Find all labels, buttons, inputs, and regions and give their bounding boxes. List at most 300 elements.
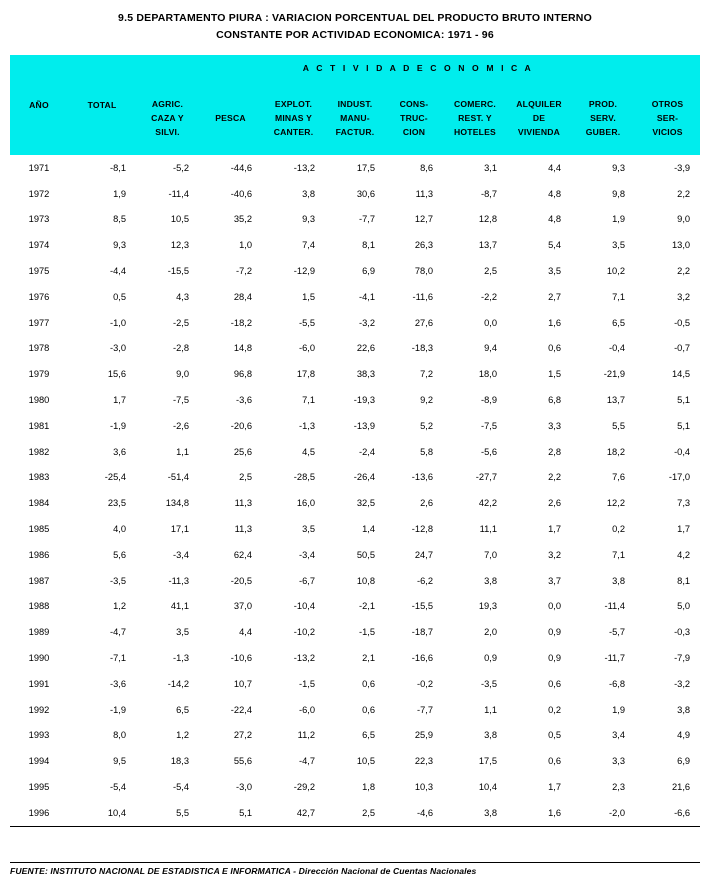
- cell-gubernamental: 3,5: [612, 240, 625, 251]
- cell-agricultura: 1,2: [176, 730, 189, 741]
- cell-agricultura: 4,3: [176, 291, 189, 302]
- cell-industria: 38,3: [356, 369, 375, 380]
- cell-alquiler: 0,6: [548, 756, 561, 767]
- cell-construccion: -7,7: [416, 704, 433, 715]
- cell-gubernamental: 6,5: [612, 317, 625, 328]
- cell-otros: 9,0: [677, 214, 691, 225]
- cell-total: 8,0: [113, 730, 126, 741]
- cell-comercio: 42,2: [478, 498, 497, 509]
- cell-construccion: -0,2: [416, 678, 433, 689]
- cell-minas: 7,1: [302, 395, 315, 406]
- cell-year: 1977: [28, 317, 50, 328]
- cell-total: 1,7: [113, 395, 126, 406]
- cell-gubernamental: 7,6: [612, 472, 625, 483]
- header-col-agricultura-line3: SILVI.: [155, 127, 180, 137]
- table-row: [10, 387, 700, 413]
- cell-otros: -17,0: [668, 472, 691, 483]
- statistics-table-wrapper: [10, 55, 700, 827]
- cell-construccion: 27,6: [414, 317, 433, 328]
- table-row: [10, 542, 700, 568]
- cell-alquiler: 0,6: [548, 343, 561, 354]
- header-col-industria-line3: FACTUR.: [335, 127, 375, 137]
- cell-industria: -2,1: [358, 601, 375, 612]
- cell-industria: 30,6: [356, 188, 375, 199]
- cell-otros: -0,5: [674, 317, 691, 328]
- cell-gubernamental: 9,8: [612, 188, 625, 199]
- table-row: [10, 594, 700, 620]
- cell-year: 1990: [28, 653, 50, 664]
- cell-pesca: -20,5: [230, 575, 252, 586]
- cell-minas: 1,5: [302, 291, 315, 302]
- header-col-agricultura-line1: AGRIC.: [151, 99, 184, 109]
- cell-industria: 50,5: [356, 549, 375, 560]
- cell-construccion: -18,3: [411, 343, 433, 354]
- cell-pesca: -40,6: [230, 188, 252, 199]
- cell-comercio: 19,3: [478, 601, 497, 612]
- table-row: [10, 310, 700, 336]
- cell-gubernamental: 13,7: [606, 395, 625, 406]
- cell-agricultura: -14,2: [167, 678, 189, 689]
- header-col-otros-line1: OTROS: [651, 99, 684, 109]
- cell-year: 1995: [28, 782, 50, 793]
- cell-industria: 22,6: [356, 343, 375, 354]
- cell-construccion: -13,6: [411, 472, 433, 483]
- cell-otros: -3,2: [674, 678, 691, 689]
- cell-comercio: 17,5: [478, 756, 497, 767]
- cell-agricultura: -5,4: [172, 782, 189, 793]
- cell-construccion: 26,3: [414, 240, 433, 251]
- header-col-gubernamental-line2: SERV.: [590, 113, 616, 123]
- header-col-industria: [325, 81, 385, 155]
- cell-minas: -10,4: [293, 601, 315, 612]
- cell-pesca: 35,2: [233, 214, 252, 225]
- cell-pesca: -3,0: [235, 782, 252, 793]
- cell-minas: -13,2: [293, 653, 315, 664]
- cell-year: 1992: [28, 704, 50, 715]
- cell-pesca: 55,6: [233, 756, 252, 767]
- header-col-pesca-line1: PESCA: [215, 113, 246, 123]
- cell-agricultura: -3,4: [172, 549, 189, 560]
- header-col-comercio-line3: HOTELES: [454, 127, 496, 137]
- header-group-actividad-economica: A C T I V I D A D E C O N O M I C A: [136, 55, 700, 81]
- cell-agricultura: -15,5: [167, 266, 189, 277]
- cell-pesca: -22,4: [230, 704, 252, 715]
- cell-total: -4,7: [109, 627, 126, 638]
- cell-total: 3,6: [113, 446, 126, 457]
- cell-construccion: 2,6: [420, 498, 433, 509]
- cell-gubernamental: 1,9: [612, 704, 625, 715]
- cell-alquiler: 2,7: [548, 291, 561, 302]
- cell-total: -3,6: [109, 678, 126, 689]
- cell-minas: -1,3: [298, 420, 315, 431]
- cell-total: 10,4: [68, 800, 136, 826]
- cell-otros: 14,5: [671, 369, 691, 380]
- cell-alquiler: 6,8: [548, 395, 561, 406]
- cell-minas: -3,4: [298, 549, 315, 560]
- cell-alquiler: 3,7: [548, 575, 561, 586]
- cell-minas: 3,8: [302, 188, 315, 199]
- cell-minas: -6,0: [298, 704, 315, 715]
- cell-pesca: 28,4: [233, 291, 252, 302]
- cell-comercio: 7,0: [484, 549, 497, 560]
- cell-total: 1,9: [113, 188, 126, 199]
- header-col-gubernamental-line3: GUBER.: [585, 127, 621, 137]
- cell-gubernamental: -11,7: [604, 653, 625, 664]
- cell-comercio: 2,0: [484, 627, 497, 638]
- cell-otros: -0,4: [674, 446, 691, 457]
- cell-otros: -0,7: [674, 343, 691, 354]
- cell-alquiler: 2,8: [548, 446, 561, 457]
- header-col-minas-line1: EXPLOT.: [274, 99, 313, 109]
- cell-gubernamental: -6,8: [608, 678, 625, 689]
- cell-total: 1,2: [113, 601, 126, 612]
- header-col-alquiler-line2: DE: [532, 113, 546, 123]
- cell-industria: 0,6: [362, 678, 375, 689]
- cell-otros: 3,2: [677, 291, 691, 302]
- cell-total: 9,5: [113, 756, 126, 767]
- cell-year: 1994: [28, 756, 50, 767]
- cell-agricultura: 5,5: [136, 800, 199, 826]
- cell-total: -3,0: [109, 343, 126, 354]
- table-row: [10, 258, 700, 284]
- header-col-construccion-line2: TRUC-: [400, 113, 428, 123]
- cell-alquiler: 0,0: [548, 601, 561, 612]
- cell-otros: 6,9: [677, 756, 691, 767]
- header-col-alquiler-line3: VIVIENDA: [517, 127, 561, 137]
- cell-minas: 4,5: [302, 446, 315, 457]
- cell-total: -1,9: [109, 704, 126, 715]
- cell-comercio: -7,5: [480, 420, 497, 431]
- cell-alquiler: 2,2: [548, 472, 561, 483]
- table-row: [10, 490, 700, 516]
- header-col-otros-line3: VICIOS: [652, 127, 683, 137]
- cell-alquiler: 1,6: [548, 317, 561, 328]
- cell-comercio: 3,8: [484, 575, 497, 586]
- cell-otros: 2,2: [677, 266, 691, 277]
- cell-construccion: 12,7: [414, 214, 433, 225]
- cell-pesca: 5,1: [199, 800, 262, 826]
- cell-otros: 2,2: [677, 188, 691, 199]
- cell-minas: 9,3: [302, 214, 315, 225]
- cell-total: -4,4: [109, 266, 126, 277]
- cell-agricultura: -1,3: [172, 653, 189, 664]
- cell-total: 8,5: [113, 214, 126, 225]
- cell-otros: 13,0: [671, 240, 691, 251]
- cell-minas: -12,9: [293, 266, 315, 277]
- title-line-2: CONSTANTE POR ACTIVIDAD ECONOMICA: 1971 - 96: [216, 29, 494, 41]
- cell-comercio: 10,4: [478, 782, 497, 793]
- cell-industria: -19,3: [353, 395, 375, 406]
- cell-agricultura: 17,1: [170, 524, 189, 535]
- cell-agricultura: -11,4: [168, 188, 189, 199]
- header-col-construccion-line3: CION: [402, 127, 426, 137]
- cell-comercio: 18,0: [478, 369, 497, 380]
- cell-pesca: -44,6: [230, 162, 252, 173]
- cell-comercio: 3,1: [484, 162, 497, 173]
- cell-total: 5,6: [113, 549, 126, 560]
- cell-construccion: 9,2: [420, 395, 433, 406]
- cell-total: -3,5: [109, 575, 126, 586]
- cell-agricultura: -11,3: [168, 575, 189, 586]
- cell-pesca: 25,6: [233, 446, 252, 457]
- cell-gubernamental: 9,3: [612, 162, 625, 173]
- cell-industria: 32,5: [356, 498, 375, 509]
- cell-gubernamental: 1,9: [612, 214, 625, 225]
- cell-comercio: 3,8: [443, 800, 507, 826]
- cell-minas: -4,7: [298, 756, 315, 767]
- cell-pesca: -18,2: [230, 317, 252, 328]
- cell-otros: 4,2: [677, 549, 691, 560]
- cell-industria: 6,9: [362, 266, 375, 277]
- cell-minas: -13,2: [293, 162, 315, 173]
- table-row: [10, 697, 700, 723]
- cell-industria: -4,1: [358, 291, 375, 302]
- cell-comercio: 13,7: [478, 240, 497, 251]
- footer-divider: [10, 862, 700, 863]
- document-title: [0, 0, 710, 44]
- cell-alquiler: 0,6: [548, 678, 561, 689]
- cell-construccion: -12,8: [411, 524, 433, 535]
- cell-agricultura: 1,1: [176, 446, 189, 457]
- cell-comercio: 0,9: [484, 653, 497, 664]
- cell-agricultura: 10,5: [170, 214, 189, 225]
- cell-pesca: 96,8: [233, 369, 252, 380]
- cell-agricultura: -2,6: [172, 420, 189, 431]
- cell-construccion: 25,9: [414, 730, 433, 741]
- cell-year: 1984: [28, 498, 50, 509]
- cell-construccion: -15,5: [411, 601, 433, 612]
- cell-otros: 1,7: [677, 524, 691, 535]
- cell-otros: -3,9: [674, 162, 691, 173]
- cell-year: 1989: [28, 627, 50, 638]
- header-col-minas-line3: CANTER.: [273, 127, 314, 137]
- cell-construccion: 78,0: [414, 266, 433, 277]
- cell-pesca: -3,6: [235, 395, 252, 406]
- cell-comercio: -8,9: [480, 395, 497, 406]
- cell-comercio: 0,0: [484, 317, 497, 328]
- header-col-comercio-line1: COMERC.: [454, 99, 496, 109]
- cell-industria: 1,8: [362, 782, 375, 793]
- cell-alquiler: 4,4: [548, 162, 561, 173]
- cell-agricultura: -51,4: [167, 472, 189, 483]
- cell-year: 1981: [28, 420, 50, 431]
- cell-construccion: -4,6: [385, 800, 443, 826]
- header-col-agricultura-line2: CAZA Y: [151, 113, 184, 123]
- table-row: [10, 748, 700, 774]
- table-row: [10, 155, 700, 181]
- cell-construccion: -6,2: [416, 575, 433, 586]
- cell-minas: -6,0: [298, 343, 315, 354]
- cell-alquiler: 1,7: [548, 524, 561, 535]
- cell-year: 1975: [28, 266, 50, 277]
- header-col-minas-line2: MINAS Y: [274, 113, 313, 123]
- cell-agricultura: 3,5: [176, 627, 189, 638]
- cell-comercio: 9,4: [484, 343, 497, 354]
- cell-alquiler: 1,7: [548, 782, 561, 793]
- footer-source-text: FUENTE: INSTITUTO NACIONAL DE ESTADISTICA E INFORMATICA - Dirección Nacional de Cuentas Nacionales: [10, 866, 477, 876]
- cell-year: 1976: [28, 291, 50, 302]
- cell-pesca: 62,4: [233, 549, 252, 560]
- cell-comercio: -3,5: [480, 678, 497, 689]
- cell-construccion: -18,7: [411, 627, 433, 638]
- cell-agricultura: 18,3: [170, 756, 189, 767]
- cell-agricultura: 9,0: [176, 369, 189, 380]
- cell-minas: 7,4: [302, 240, 315, 251]
- cell-minas: 3,5: [302, 524, 315, 535]
- header-col-construccion: [385, 81, 443, 155]
- header-col-pesca: [199, 81, 262, 155]
- cell-construccion: -16,6: [411, 653, 433, 664]
- cell-pesca: 11,3: [234, 524, 252, 535]
- cell-alquiler: 0,9: [548, 653, 561, 664]
- table-row: [10, 336, 700, 362]
- cell-otros: 5,0: [677, 601, 691, 612]
- cell-gubernamental: 10,2: [606, 266, 625, 277]
- cell-construccion: -11,6: [412, 291, 433, 302]
- cell-gubernamental: 5,5: [612, 420, 625, 431]
- cell-total: 0,5: [113, 291, 126, 302]
- cell-total: 23,5: [107, 498, 126, 509]
- cell-alquiler: 3,2: [548, 549, 561, 560]
- header-total: TOTAL: [68, 55, 136, 155]
- cell-pesca: 4,4: [239, 627, 252, 638]
- cell-year: 1983: [28, 472, 50, 483]
- cell-gubernamental: -5,7: [608, 627, 625, 638]
- table-row: [10, 232, 700, 258]
- cell-minas: -1,5: [298, 678, 315, 689]
- header-col-alquiler-vivienda: [507, 81, 571, 155]
- table-row: [10, 568, 700, 594]
- cell-minas: 11,2: [297, 730, 315, 741]
- header-col-otros-servicios: [635, 81, 700, 155]
- table-row: [10, 207, 700, 233]
- table-row: [10, 439, 700, 465]
- cell-year: 1973: [28, 214, 50, 225]
- cell-otros: 8,1: [677, 575, 691, 586]
- cell-construccion: 7,2: [420, 369, 433, 380]
- cell-construccion: 22,3: [414, 756, 433, 767]
- header-col-comercio-line2: REST. Y: [458, 113, 492, 123]
- cell-minas: -6,7: [298, 575, 315, 586]
- cell-comercio: 1,1: [484, 704, 497, 715]
- cell-industria: 10,5: [356, 756, 375, 767]
- cell-year: 1978: [28, 343, 50, 354]
- cell-otros: 3,8: [677, 704, 691, 715]
- cell-year: 1991: [28, 678, 50, 689]
- table-body: [10, 155, 700, 826]
- cell-year: 1993: [28, 730, 50, 741]
- cell-minas: -10,2: [293, 627, 315, 638]
- cell-total: -1,0: [109, 317, 126, 328]
- cell-comercio: 11,1: [479, 524, 497, 535]
- cell-otros: 7,3: [677, 498, 691, 509]
- cell-industria: 1,4: [362, 524, 375, 535]
- cell-agricultura: -2,5: [172, 317, 189, 328]
- header-year: AÑO: [10, 55, 68, 155]
- cell-alquiler: 4,8: [548, 188, 561, 199]
- table-row: [10, 284, 700, 310]
- cell-construccion: 10,3: [414, 782, 433, 793]
- cell-total: -8,1: [109, 162, 126, 173]
- cell-pesca: -10,6: [230, 653, 252, 664]
- cell-pesca: 10,7: [233, 678, 252, 689]
- cell-gubernamental: -2,0: [571, 800, 635, 826]
- cell-otros: -6,6: [635, 800, 700, 826]
- header-col-agricultura: [136, 81, 199, 155]
- cell-comercio: 12,8: [478, 214, 497, 225]
- cell-industria: 6,5: [362, 730, 375, 741]
- cell-comercio: -5,6: [480, 446, 497, 457]
- table-row: [10, 671, 700, 697]
- cell-industria: 0,6: [362, 704, 375, 715]
- cell-gubernamental: 7,1: [612, 549, 625, 560]
- cell-year: 1971: [28, 162, 50, 173]
- cell-industria: -26,4: [353, 472, 375, 483]
- cell-construccion: 24,7: [414, 549, 433, 560]
- cell-industria: 17,5: [356, 162, 375, 173]
- cell-minas: -29,2: [293, 782, 315, 793]
- cell-total: 4,0: [113, 524, 126, 535]
- cell-otros: 21,6: [671, 782, 691, 793]
- table-row: [10, 619, 700, 645]
- cell-total: -1,9: [109, 420, 126, 431]
- cell-industria: -2,4: [358, 446, 375, 457]
- cell-gubernamental: 3,8: [612, 575, 625, 586]
- cell-year: 1986: [28, 549, 50, 560]
- cell-gubernamental: -11,4: [604, 601, 625, 612]
- cell-industria: -1,5: [358, 627, 375, 638]
- cell-construccion: 5,8: [420, 446, 433, 457]
- cell-gubernamental: -21,9: [603, 369, 625, 380]
- cell-construccion: 8,6: [420, 162, 433, 173]
- cell-industria: 8,1: [362, 240, 375, 251]
- cell-agricultura: 6,5: [176, 704, 189, 715]
- cell-comercio: -2,2: [480, 291, 497, 302]
- cell-minas: -28,5: [293, 472, 315, 483]
- statistics-table: [10, 55, 700, 827]
- cell-otros: 5,1: [677, 395, 691, 406]
- cell-pesca: -20,6: [230, 420, 252, 431]
- cell-minas: 16,0: [296, 498, 315, 509]
- cell-year: 1979: [28, 369, 50, 380]
- cell-otros: -0,3: [674, 627, 691, 638]
- cell-industria: -13,9: [353, 420, 375, 431]
- cell-pesca: 11,3: [234, 498, 252, 509]
- cell-comercio: 2,5: [484, 266, 497, 277]
- cell-year: 1974: [28, 240, 50, 251]
- header-col-minas: [262, 81, 325, 155]
- cell-pesca: -7,2: [235, 266, 252, 277]
- cell-pesca: 37,0: [233, 601, 252, 612]
- cell-minas: 17,8: [296, 369, 315, 380]
- header-col-otros-line2: SER-: [656, 113, 679, 123]
- cell-alquiler: 1,5: [548, 369, 561, 380]
- cell-total: 9,3: [113, 240, 126, 251]
- cell-gubernamental: 3,4: [612, 730, 625, 741]
- cell-construccion: 5,2: [420, 420, 433, 431]
- cell-gubernamental: 0,2: [612, 524, 625, 535]
- cell-year: 1987: [28, 575, 50, 586]
- table-row: [10, 774, 700, 800]
- cell-gubernamental: 3,3: [612, 756, 625, 767]
- cell-total: -7,1: [109, 653, 126, 664]
- cell-year: 1980: [28, 395, 50, 406]
- cell-agricultura: 41,1: [170, 601, 189, 612]
- title-line-1: 9.5 DEPARTAMENTO PIURA : VARIACION PORCENTUAL DEL PRODUCTO BRUTO INTERNO: [118, 12, 592, 24]
- cell-comercio: 3,8: [484, 730, 497, 741]
- source-footer: [10, 862, 700, 876]
- cell-total: 15,6: [107, 369, 126, 380]
